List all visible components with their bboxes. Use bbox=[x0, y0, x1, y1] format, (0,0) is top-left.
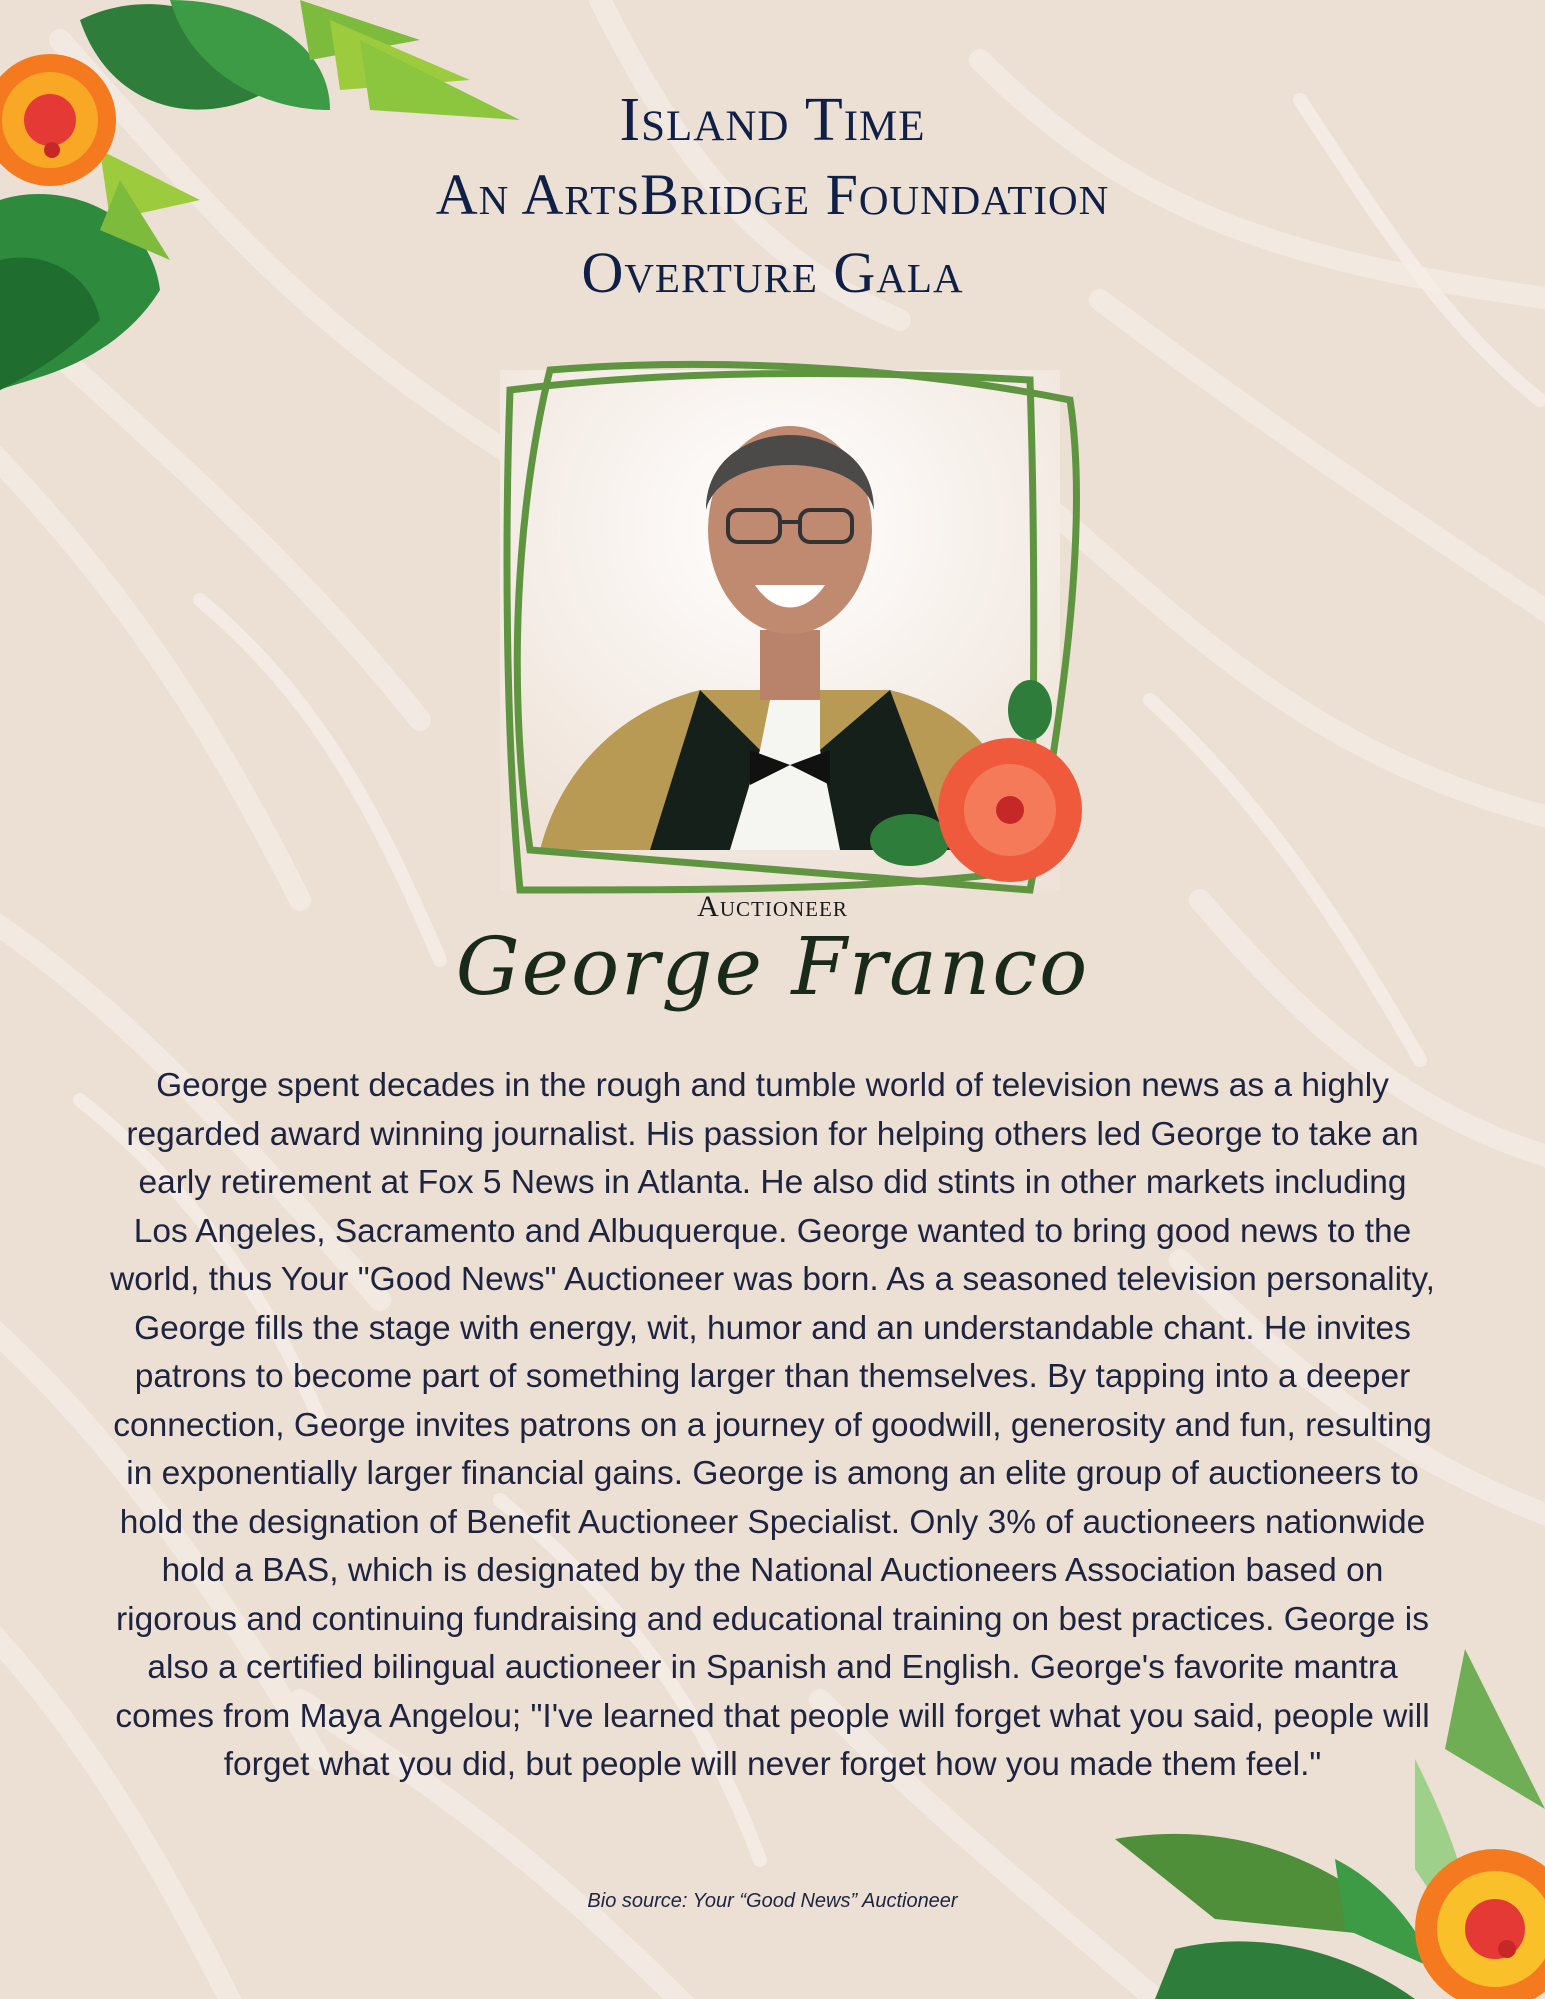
role-label: Auctioneer bbox=[697, 890, 848, 923]
portrait-photo bbox=[470, 330, 1110, 910]
portrait-area bbox=[470, 330, 1110, 910]
title-gala: Overture Gala bbox=[581, 240, 964, 305]
auctioneer-name: George Franco bbox=[455, 920, 1090, 1013]
bio-text: George spent decades in the rough and tumble world of television news as a highly regarded award winning journalist. His passion for helping others led George to take an early retirement at Fox 5 News in Atlanta. He also did stints in other markets including Los Angeles, Sacramento and Albuquerque. George wanted to bring good news to the world, thus Your "Good News" Auctioneer was born. As a seasoned television personality, George fills the stage with energy, wit, humor and an understandable chant. He invites patrons to become part of something larger than themselves. By tapping into a deeper connection, George invites patrons on a journey of goodwill, generosity and fun, resulting in exponentially larger financial gains. George is among an elite group of auctioneers to hold the designation of Benefit Auctioneer Specialist. Only 3% of auctioneers nationwide hold a BAS, which is designated by the National Auctioneers Association based on rigorous and continuing fundraising and educational training on best practices. George is also a certified bilingual auctioneer in Spanish and English. George's favorite mantra comes from Maya Angelou; "I've learned that people will forget what you said, people will forget what you did, but people will never forget how you made them feel." bbox=[110, 1067, 1435, 1783]
bio-source: Bio source: Your “Good News” Auctioneer bbox=[587, 1890, 958, 1912]
event-title bbox=[0, 84, 1545, 312]
title-foundation: An ArtsBridge Foundation bbox=[435, 162, 1110, 227]
title-island-time: Island Time bbox=[619, 86, 926, 154]
